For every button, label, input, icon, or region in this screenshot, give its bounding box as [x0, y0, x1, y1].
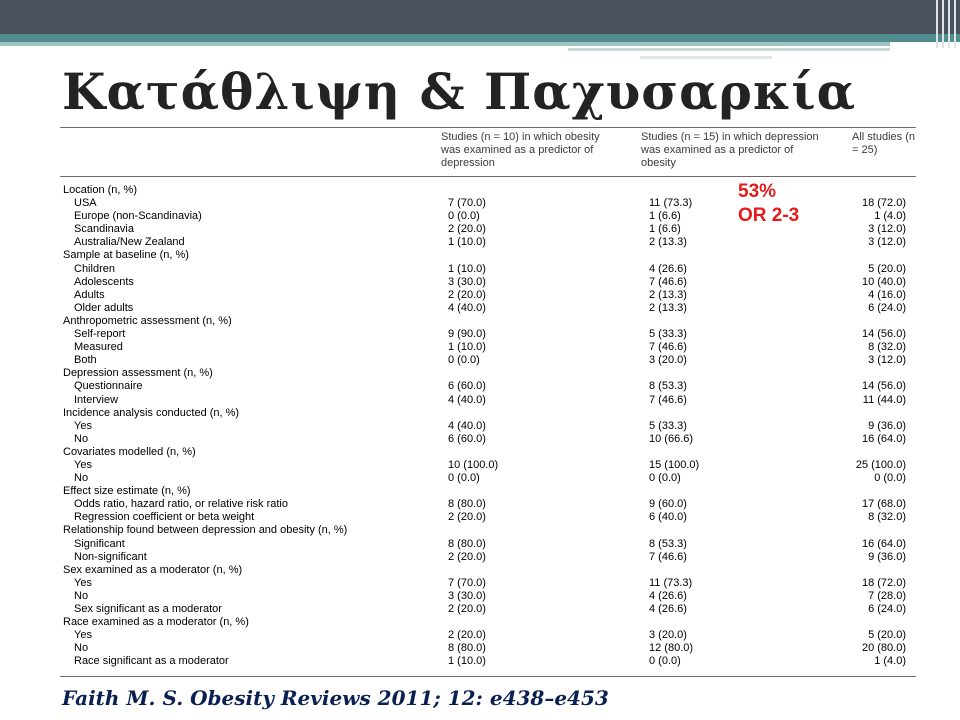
cell-obesity-predictor: 4 (40.0)	[448, 301, 486, 314]
table-row	[60, 394, 916, 407]
row-label: Scandinavia	[74, 223, 134, 236]
citation: Faith M. S. Obesity Reviews 2011; 12: e438–e453	[62, 686, 609, 710]
header-band	[0, 0, 960, 34]
header-accent-stripe	[0, 34, 960, 42]
cell-obesity-predictor: 9 (90.0)	[448, 328, 486, 341]
table-section-heading	[60, 485, 916, 498]
cell-obesity-predictor: 4 (40.0)	[448, 419, 486, 432]
cell-obesity-predictor: 2 (20.0)	[448, 550, 486, 563]
table-row	[60, 459, 916, 472]
row-label: Race examined as a moderator (n, %)	[63, 616, 249, 629]
row-label: Both	[74, 354, 97, 367]
row-label: Odds ratio, hazard ratio, or relative risk ratio	[74, 498, 288, 511]
cell-depression-predictor: 9 (60.0)	[649, 498, 687, 511]
cell-depression-predictor: 15 (100.0)	[649, 458, 700, 471]
cell-all-studies: 14 (56.0)	[861, 380, 906, 393]
row-label: Australia/New Zealand	[74, 236, 185, 249]
table-row	[60, 341, 916, 354]
table-row	[60, 472, 916, 485]
table-row	[60, 263, 916, 276]
cell-depression-predictor: 2 (13.3)	[649, 288, 687, 301]
annotation-odds-ratio: OR 2-3	[738, 205, 800, 226]
cell-depression-predictor: 2 (13.3)	[649, 236, 687, 249]
cell-obesity-predictor: 0 (0.0)	[448, 354, 480, 367]
table-row	[60, 380, 916, 393]
cell-depression-predictor: 5 (33.3)	[649, 328, 687, 341]
cell-all-studies: 7 (28.0)	[868, 589, 906, 602]
table-row	[60, 603, 916, 616]
table-row	[60, 289, 916, 302]
table-row	[60, 420, 916, 433]
cell-all-studies: 18 (72.0)	[861, 576, 906, 589]
table-bottom-rule	[60, 676, 916, 677]
cell-obesity-predictor: 8 (80.0)	[448, 537, 486, 550]
annotation-percent: 53%	[738, 181, 777, 202]
row-label: Significant	[74, 537, 125, 550]
table-top-rule	[60, 127, 916, 128]
cell-all-studies: 6 (24.0)	[868, 301, 906, 314]
table-row	[60, 538, 916, 551]
row-label: Location (n, %)	[63, 184, 137, 196]
cell-all-studies: 6 (24.0)	[868, 603, 906, 615]
cell-obesity-predictor: 1 (10.0)	[448, 236, 486, 249]
cell-depression-predictor: 4 (26.6)	[649, 589, 687, 602]
cell-obesity-predictor: 1 (10.0)	[448, 655, 486, 668]
table-row	[60, 577, 916, 590]
row-label: Adolescents	[74, 275, 134, 288]
table-row	[60, 276, 916, 289]
table-row	[60, 354, 916, 367]
cell-depression-predictor: 8 (53.3)	[649, 537, 687, 550]
row-label: Yes	[74, 576, 92, 589]
cell-all-studies: 3 (12.0)	[868, 354, 906, 367]
row-label: No	[74, 589, 89, 602]
row-label: Sample at baseline (n, %)	[63, 249, 189, 262]
cell-depression-predictor: 1 (6.6)	[649, 223, 681, 236]
table-section-heading	[60, 249, 916, 262]
row-label: Questionnaire	[74, 380, 143, 393]
study-characteristics-table	[60, 184, 916, 668]
table-row	[60, 511, 916, 524]
cell-obesity-predictor: 6 (60.0)	[448, 432, 486, 445]
cell-depression-predictor: 8 (53.3)	[649, 380, 687, 393]
column-header-obesity-predictor: Studies (n = 10) in which obesity was examined as a predictor of depression	[441, 131, 600, 169]
table-row	[60, 236, 916, 249]
cell-all-studies: 16 (64.0)	[861, 537, 906, 550]
cell-obesity-predictor: 7 (70.0)	[448, 576, 486, 589]
row-label: Interview	[74, 393, 119, 406]
cell-obesity-predictor: 1 (10.0)	[448, 262, 486, 275]
table-header-rule	[60, 176, 916, 177]
cell-obesity-predictor: 8 (80.0)	[448, 498, 486, 511]
cell-obesity-predictor: 1 (10.0)	[448, 341, 486, 354]
cell-all-studies: 1 (4.0)	[874, 655, 906, 668]
cell-depression-predictor: 1 (6.6)	[649, 210, 681, 223]
table-row	[60, 642, 916, 655]
cell-obesity-predictor: 3 (30.0)	[448, 275, 486, 288]
cell-depression-predictor: 2 (13.3)	[649, 301, 687, 314]
cell-obesity-predictor: 0 (0.0)	[448, 472, 480, 485]
row-label: Effect size estimate (n, %)	[63, 485, 191, 498]
cell-depression-predictor: 4 (26.6)	[649, 262, 687, 275]
table-row	[60, 590, 916, 603]
cell-obesity-predictor: 4 (40.0)	[448, 393, 486, 406]
cell-depression-predictor: 7 (46.6)	[649, 275, 687, 288]
cell-obesity-predictor: 10 (100.0)	[448, 458, 499, 471]
row-label: Anthropometric assessment (n, %)	[63, 314, 232, 327]
cell-all-studies: 18 (72.0)	[861, 197, 906, 210]
row-label: Race significant as a moderator	[74, 655, 229, 668]
cell-obesity-predictor: 7 (70.0)	[448, 197, 486, 210]
row-label: Yes	[74, 419, 92, 432]
cell-all-studies: 1 (4.0)	[874, 210, 906, 223]
row-label: Older adults	[74, 301, 134, 314]
cell-all-studies: 10 (40.0)	[861, 275, 906, 288]
cell-obesity-predictor: 2 (20.0)	[448, 223, 486, 236]
cell-obesity-predictor: 2 (20.0)	[448, 288, 486, 301]
cell-all-studies: 5 (20.0)	[868, 262, 906, 275]
table-row	[60, 302, 916, 315]
cell-obesity-predictor: 2 (20.0)	[448, 603, 486, 615]
row-label: Adults	[74, 288, 105, 301]
table-row	[60, 655, 916, 668]
row-label: Depression assessment (n, %)	[63, 367, 213, 380]
cell-obesity-predictor: 0 (0.0)	[448, 210, 480, 223]
table-section-heading	[60, 315, 916, 328]
table-section-heading	[60, 407, 916, 420]
row-label: Regression coefficient or beta weight	[74, 511, 255, 524]
cell-all-studies: 9 (36.0)	[868, 550, 906, 563]
table-row	[60, 433, 916, 446]
row-label: Europe (non-Scandinavia)	[74, 210, 202, 223]
cell-depression-predictor: 12 (80.0)	[649, 642, 694, 655]
cell-depression-predictor: 7 (46.6)	[649, 550, 687, 563]
row-label: USA	[74, 197, 97, 210]
cell-all-studies: 16 (64.0)	[861, 432, 906, 445]
corner-decoration	[932, 0, 960, 48]
cell-obesity-predictor: 2 (20.0)	[448, 511, 486, 524]
row-label: No	[74, 432, 89, 445]
cell-depression-predictor: 0 (0.0)	[649, 655, 681, 668]
cell-all-studies: 0 (0.0)	[874, 472, 906, 485]
cell-obesity-predictor: 2 (20.0)	[448, 629, 486, 642]
row-label: Children	[74, 262, 115, 275]
row-label: Self-report	[74, 328, 126, 341]
cell-depression-predictor: 3 (20.0)	[649, 629, 687, 642]
table-section-heading	[60, 524, 916, 537]
table-row	[60, 629, 916, 642]
header-light-stripe	[0, 42, 890, 46]
cell-all-studies: 17 (68.0)	[861, 498, 906, 511]
cell-depression-predictor: 11 (73.3)	[649, 576, 693, 589]
cell-all-studies: 3 (12.0)	[868, 236, 906, 249]
cell-all-studies: 5 (20.0)	[868, 629, 906, 642]
cell-all-studies: 20 (80.0)	[861, 642, 906, 655]
table-section-heading	[60, 616, 916, 629]
cell-all-studies: 14 (56.0)	[861, 328, 906, 341]
cell-all-studies: 11 (44.0)	[862, 393, 906, 406]
table-row	[60, 551, 916, 564]
cell-obesity-predictor: 6 (60.0)	[448, 380, 486, 393]
row-label: Non-significant	[74, 550, 147, 563]
cell-depression-predictor: 4 (26.6)	[649, 603, 687, 615]
cell-depression-predictor: 7 (46.6)	[649, 341, 687, 354]
column-header-all-studies: All studies (n = 25)	[852, 131, 915, 156]
row-label: No	[74, 472, 89, 485]
row-label: Sex significant as a moderator	[74, 603, 222, 615]
cell-depression-predictor: 7 (46.6)	[649, 393, 687, 406]
table-section-heading	[60, 446, 916, 459]
cell-depression-predictor: 5 (33.3)	[649, 419, 687, 432]
table-section-heading	[60, 367, 916, 380]
cell-all-studies: 8 (32.0)	[868, 511, 906, 524]
table-section-heading	[60, 564, 916, 577]
row-label: Measured	[74, 341, 123, 354]
row-label: Covariates modelled (n, %)	[63, 445, 196, 458]
row-label: Incidence analysis conducted (n, %)	[63, 406, 240, 419]
cell-obesity-predictor: 3 (30.0)	[448, 589, 486, 602]
cell-all-studies: 8 (32.0)	[868, 341, 906, 354]
cell-all-studies: 9 (36.0)	[868, 419, 906, 432]
row-label: No	[74, 642, 89, 655]
cell-depression-predictor: 3 (20.0)	[649, 354, 687, 367]
cell-depression-predictor: 11 (73.3)	[649, 197, 693, 210]
header-rule-short	[640, 56, 772, 59]
row-label: Yes	[74, 629, 92, 642]
handwritten-annotation	[738, 180, 799, 228]
cell-all-studies: 4 (16.0)	[868, 288, 906, 301]
cell-depression-predictor: 6 (40.0)	[649, 511, 687, 524]
cell-all-studies: 3 (12.0)	[868, 223, 906, 236]
row-label: Yes	[74, 458, 92, 471]
cell-depression-predictor: 0 (0.0)	[649, 472, 681, 485]
header-rule	[568, 48, 890, 51]
row-label: Sex examined as a moderator (n, %)	[63, 563, 243, 576]
slide-title: Κατάθλιψη & Παχυσαρκία	[62, 62, 857, 121]
table-row	[60, 498, 916, 511]
cell-all-studies: 25 (100.0)	[855, 458, 906, 471]
column-header-depression-predictor: Studies (n = 15) in which depression was examined as a predictor of obesity	[641, 131, 819, 169]
cell-depression-predictor: 10 (66.6)	[649, 432, 694, 445]
row-label: Relationship found between depression and obesity (n, %)	[63, 524, 348, 537]
table-row	[60, 328, 916, 341]
cell-obesity-predictor: 8 (80.0)	[448, 642, 486, 655]
